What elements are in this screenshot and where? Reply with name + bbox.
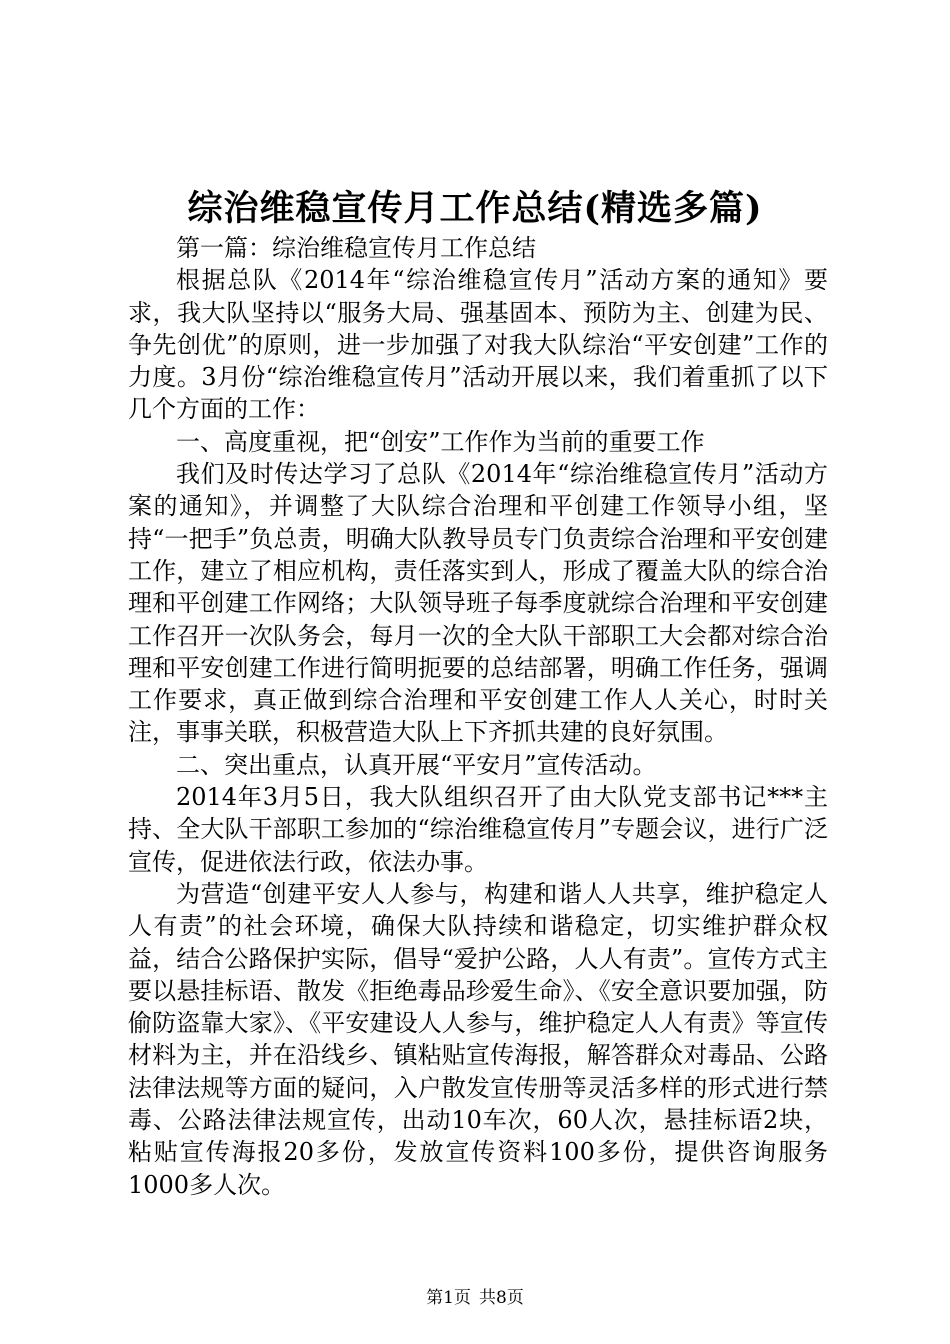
section-heading-part-one: 第一篇：综治维稳宣传月工作总结	[176, 234, 536, 262]
page-total: 共8页	[479, 1288, 524, 1308]
page-number: 第1页	[426, 1288, 471, 1308]
document-body	[128, 232, 828, 1201]
page-footer	[0, 1283, 950, 1308]
document-title: 综治维稳宣传月工作总结(精选多篇)	[187, 188, 763, 229]
body-paragraph: 2014年3月5日，我大队组织召开了由大队党支部书记***主持、全大队干部职工参加的“综治维稳宣传月”专题会议，进行广泛宣传，促进依法行政，依法办事。	[128, 783, 828, 876]
body-paragraph: 根据总队《2014年“综治维稳宣传月”活动方案的通知》要求，我大队坚持以“服务大局、强基固本、预防为主、创建为民、争先创优”的原则，进一步加强了对我大队综治“平安创建”工作的力度。3月份“综治维稳宣传月”活动开展以来，我们着重抓了以下几个方面的工作：	[128, 266, 828, 424]
body-paragraph: 我们及时传达学习了总队《2014年“综治维稳宣传月”活动方案的通知》，并调整了大队综合治理和平创建工作领导小组，坚持“一把手”负总责，明确大队教导员专门负责综合治理和平安创建工作，建立了相应机构，责任落实到人，形成了覆盖大队的综合治理和平创建工作网络；大队领导班子每季度就综合治理和平安创建工作召开一次队务会，每月一次的全大队干部职工大会都对综合治理和平安创建工作进行简明扼要的总结部署，明确工作任务，强调工作要求，真正做到综合治理和平安创建工作人人关心，时时关注，事事关联，积极营造大队上下齐抓共建的良好氛围。	[128, 460, 828, 747]
body-paragraph: 为营造“创建平安人人参与，构建和谐人人共享，维护稳定人人有责”的社会环境，确保大队持续和谐稳定，切实维护群众权益，结合公路保护实际，倡导“爱护公路，人人有责”。宣传方式主要以悬挂标语、散发《拒绝毒品珍爱生命》、《安全意识要加强，防偷防盗靠大家》、《平安建设人人参与，维护稳定人人有责》等宣传材料为主，并在沿线乡、镇粘贴宣传海报，解答群众对毒品、公路法律法规等方面的疑问，入户散发宣传册等灵活多样的形式进行禁毒、公路法律法规宣传，出动10车次，60人次，悬挂标语2块，粘贴宣传海报20多份，发放宣传资料100多份，提供咨询服务1000多人次。	[128, 879, 828, 1199]
section-heading-one: 一、高度重视，把“创安”工作作为当前的重要工作	[176, 427, 705, 456]
section-heading-two: 二、突出重点，认真开展“平安月”宣传活动。	[176, 750, 657, 779]
